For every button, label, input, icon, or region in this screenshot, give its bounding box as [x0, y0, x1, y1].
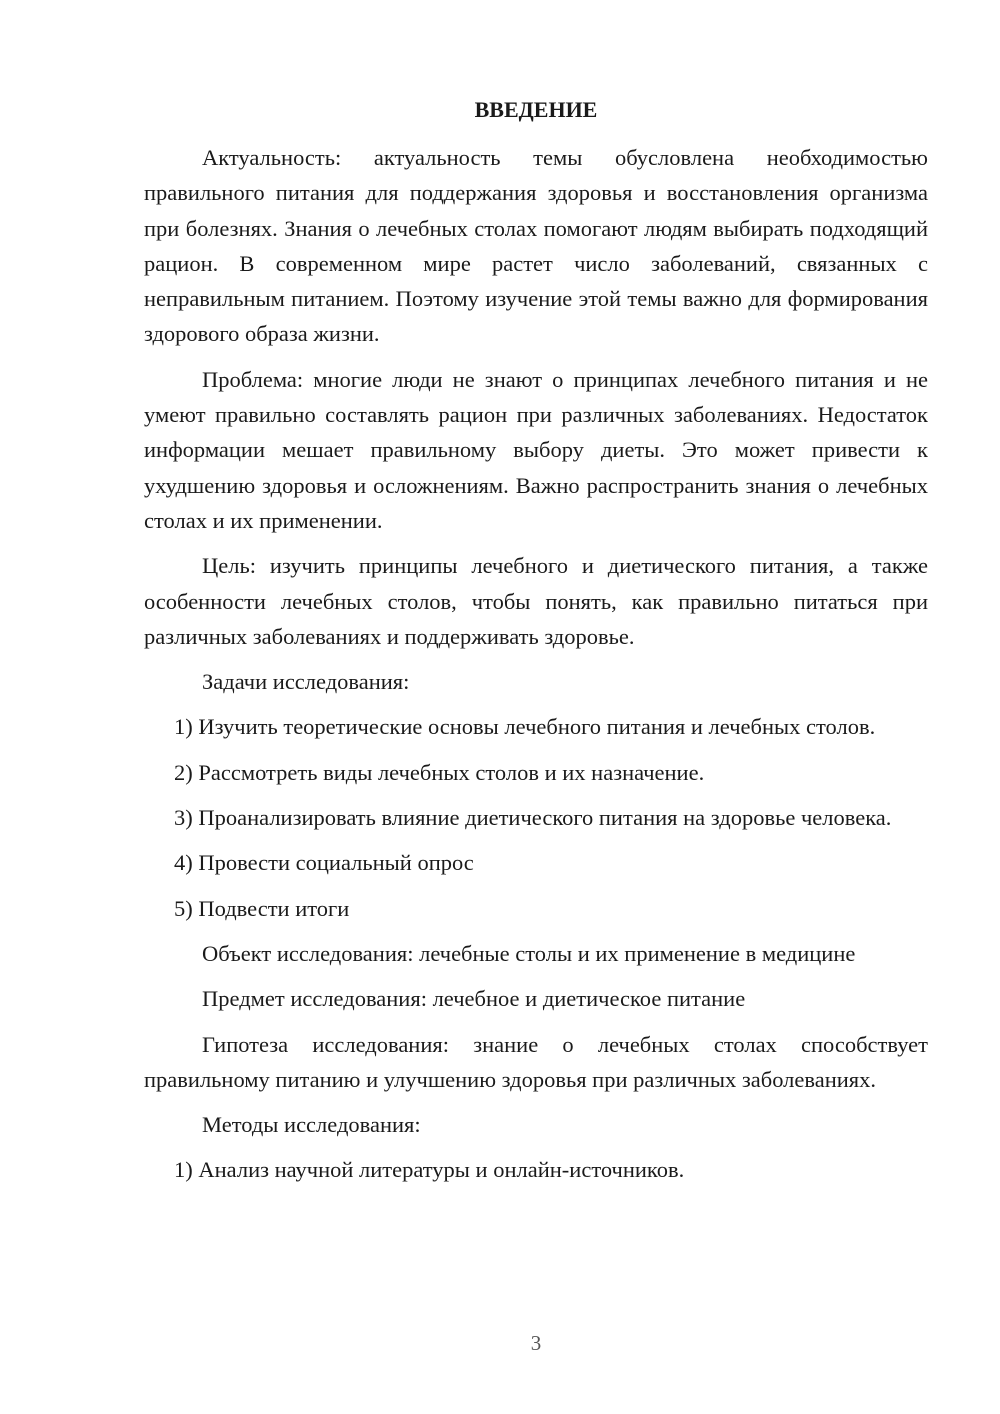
tasks-heading: Задачи исследования:: [202, 669, 410, 695]
relevance-paragraph: Актуальность: актуальность темы обусловлена необходимостью правильного питания для поддержания здоровья и восстановления организма при болезнях. Знания о лечебных столах помогают людям выбирать подходящий рацион. В современном мире растет число заболеваний, связанных с неправильным питанием. Поэтому изучение этой темы важно для формирования здорового образа жизни.: [144, 145, 928, 347]
research-object: Объект исследования: лечебные столы и их применение в медицине: [202, 940, 856, 966]
page-number: 3: [530, 1331, 542, 1355]
problem-paragraph: Проблема: многие люди не знают о принципах лечебного питания и не умеют правильно составлять рацион при различных заболеваниях. Недостаток информации мешает правильному выбору диеты. Это может привести к ухудшению здоровья и осложнениям. Важно распространить знания о лечебных столах и их применении.: [144, 366, 928, 533]
methods-heading: Методы исследования:: [202, 1112, 421, 1138]
method-item-1: 1) Анализ научной литературы и онлайн-источников.: [174, 1157, 685, 1183]
task-item-4: 4) Провести социальный опрос: [174, 850, 474, 876]
hypothesis-paragraph: Гипотеза исследования: знание о лечебных столах способствует правильному питанию и улучшению здоровья при различных заболеваниях.: [144, 1031, 928, 1092]
goal-paragraph: Цель: изучить принципы лечебного и диетического питания, а также особенности лечебных столов, чтобы понять, как правильно питаться при различных заболеваниях и поддерживать здоровье.: [144, 553, 928, 649]
task-item-5: 5) Подвести итоги: [174, 895, 350, 921]
research-subject: Предмет исследования: лечебное и диетическое питание: [202, 986, 746, 1012]
task-item-3: 3) Проанализировать влияние диетического питания на здоровье человека.: [174, 805, 892, 831]
document-title: ВВЕДЕНИЕ: [474, 97, 598, 122]
task-item-2: 2) Рассмотреть виды лечебных столов и их назначение.: [174, 759, 705, 785]
document-page: [144, 92, 928, 1198]
task-item-1: 1) Изучить теоретические основы лечебного питания и лечебных столов.: [174, 714, 876, 740]
